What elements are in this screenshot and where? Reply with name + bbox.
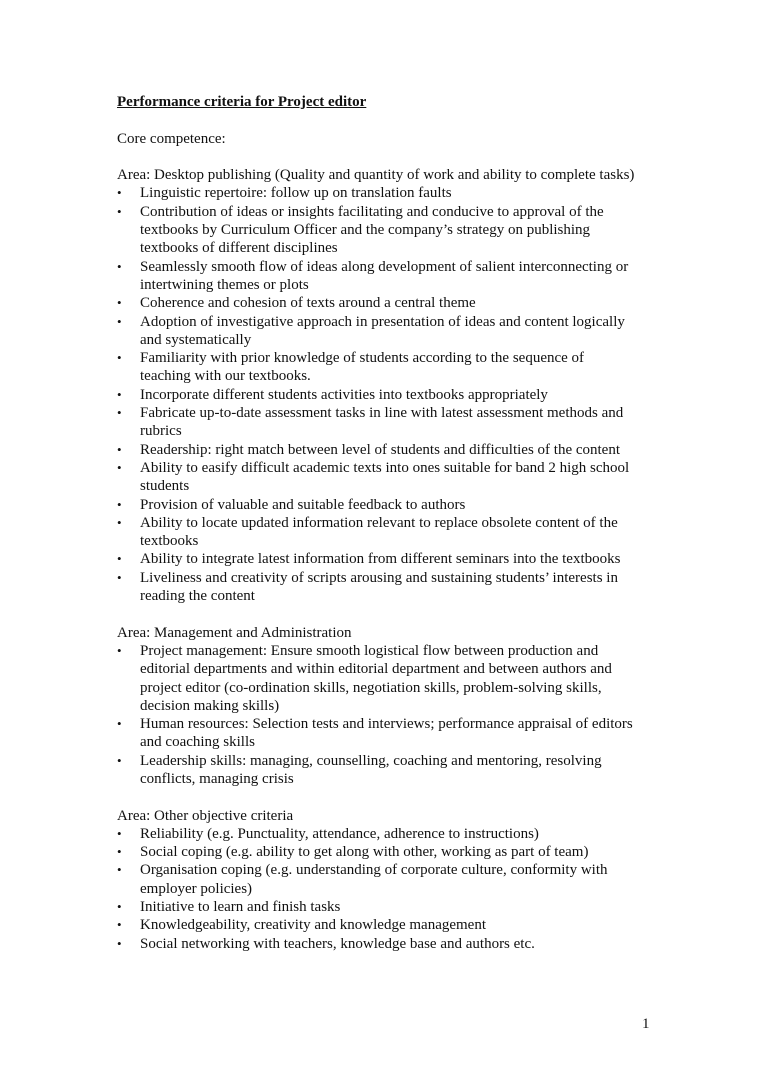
list-item-line: project editor (co-ordination skills, negotiation skills, problem-solving skills,	[140, 679, 602, 696]
document-title: Performance criteria for Project editor	[117, 94, 367, 110]
list-item-line: decision making skills)	[140, 697, 280, 714]
list-item	[117, 441, 677, 459]
list-item-line: conflicts, managing crisis	[140, 770, 294, 787]
list-item	[117, 514, 677, 551]
list-item-line: Social networking with teachers, knowledge base and authors etc.	[140, 935, 535, 952]
list-item-line: Ability to easify difficult academic texts into ones suitable for band 2 high school	[140, 459, 630, 476]
list-item-line: Initiative to learn and finish tasks	[140, 899, 341, 916]
list-item-line: teaching with our textbooks.	[140, 368, 311, 385]
list-item	[117, 349, 677, 386]
list-item-line: textbooks of different disciplines	[140, 240, 338, 257]
spacer	[117, 111, 677, 129]
section-heading: Area: Desktop publishing (Quality and quantity of work and ability to complete tasks)	[117, 167, 635, 184]
bullet-icon: •	[117, 752, 122, 768]
list-item	[117, 404, 677, 441]
list-item	[117, 550, 677, 568]
list-item-line: Human resources: Selection tests and interviews; performance appraisal of editors	[140, 716, 633, 733]
list-item	[117, 459, 677, 496]
bullet-icon: •	[117, 459, 122, 475]
bullet-icon: •	[117, 185, 122, 201]
list-item	[117, 496, 677, 514]
list-item	[117, 569, 677, 606]
list-item-line: Knowledgeability, creativity and knowledge management	[140, 917, 486, 934]
bullet-icon: •	[117, 405, 122, 421]
list-item	[117, 715, 677, 752]
list-item-line: Contribution of ideas or insights facilitating and conducive to approval of the	[140, 203, 604, 220]
list-item	[117, 825, 677, 843]
bullet-icon: •	[117, 917, 122, 933]
page-number: 1	[642, 1016, 650, 1032]
list-item-line: Ability to locate updated information relevant to replace obsolete content of the	[140, 514, 618, 531]
bullet-icon: •	[117, 569, 122, 585]
list-item-line: Social coping (e.g. ability to get along with other, working as part of team)	[140, 844, 589, 861]
list-item-line: Fabricate up-to-date assessment tasks in line with latest assessment methods and	[140, 405, 624, 422]
bullet-icon: •	[117, 295, 122, 311]
list-item-line: reading the content	[140, 588, 255, 605]
list-item	[117, 898, 677, 916]
section-heading: Area: Other objective criteria	[117, 807, 294, 824]
spacer	[117, 605, 677, 623]
spacer	[117, 148, 677, 166]
list-item-line: intertwining themes or plots	[140, 276, 309, 293]
bullet-icon: •	[117, 716, 122, 732]
sections	[117, 148, 677, 953]
bullet-icon: •	[117, 862, 122, 878]
bullet-icon: •	[117, 642, 122, 658]
list-item-line: Ability to integrate latest information from different seminars into the textbooks	[140, 551, 621, 568]
spacer	[117, 788, 677, 806]
criteria-list	[117, 642, 677, 788]
bullet-icon: •	[117, 899, 122, 915]
bullet-icon: •	[117, 514, 122, 530]
criteria-list	[117, 825, 677, 953]
list-item-line: employer policies)	[140, 880, 253, 897]
list-item-line: textbooks	[140, 533, 199, 550]
bullet-icon: •	[117, 496, 122, 512]
list-item-line: Organisation coping (e.g. understanding of corporate culture, conformity with	[140, 862, 608, 879]
list-item-line: Provision of valuable and suitable feedback to authors	[140, 496, 466, 513]
list-item-line: Project management: Ensure smooth logistical flow between production and	[140, 642, 599, 659]
list-item-line: Leadership skills: managing, counselling, coaching and mentoring, resolving	[140, 752, 602, 769]
bullet-icon: •	[117, 441, 122, 457]
document-body	[117, 93, 677, 953]
bullet-icon: •	[117, 386, 122, 402]
list-item	[117, 294, 677, 312]
list-item	[117, 386, 677, 404]
list-item	[117, 642, 677, 715]
section	[117, 807, 677, 953]
list-item	[117, 935, 677, 953]
list-item-line: textbooks by Curriculum Officer and the company’s strategy on publishing	[140, 222, 591, 239]
section-heading: Area: Management and Administration	[117, 624, 352, 641]
list-item	[117, 861, 677, 898]
bullet-icon: •	[117, 203, 122, 219]
criteria-list	[117, 184, 677, 605]
list-item-line: students	[140, 478, 190, 495]
list-item-line: Familiarity with prior knowledge of students according to the sequence of	[140, 350, 585, 367]
list-item-line: editorial departments and within editorial department and between authors and	[140, 661, 612, 678]
list-item-line: rubrics	[140, 423, 182, 440]
list-item-line: Coherence and cohesion of texts around a central theme	[140, 295, 476, 312]
list-item	[117, 752, 677, 789]
section	[117, 624, 677, 789]
list-item-line: Linguistic repertoire: follow up on translation faults	[140, 185, 452, 202]
list-item-line: Adoption of investigative approach in presentation of ideas and content logically	[140, 313, 625, 330]
bullet-icon: •	[117, 313, 122, 329]
list-item	[117, 258, 677, 295]
list-item-line: and systematically	[140, 331, 252, 348]
list-item	[117, 184, 677, 202]
list-item-line: Reliability (e.g. Punctuality, attendance, adherence to instructions)	[140, 825, 539, 842]
bullet-icon: •	[117, 935, 122, 951]
bullet-icon: •	[117, 350, 122, 366]
list-item	[117, 843, 677, 861]
core-competence-label: Core competence:	[117, 130, 226, 147]
list-item	[117, 313, 677, 350]
bullet-icon: •	[117, 551, 122, 567]
bullet-icon: •	[117, 825, 122, 841]
list-item	[117, 203, 677, 258]
bullet-icon: •	[117, 844, 122, 860]
list-item-line: Liveliness and creativity of scripts arousing and sustaining students’ interests in	[140, 569, 618, 586]
list-item	[117, 916, 677, 934]
section	[117, 166, 677, 605]
list-item-line: Incorporate different students activities into textbooks appropriately	[140, 386, 548, 403]
bullet-icon: •	[117, 258, 122, 274]
list-item-line: and coaching skills	[140, 734, 255, 751]
list-item-line: Seamlessly smooth flow of ideas along development of salient interconnecting or	[140, 258, 629, 275]
list-item-line: Readership: right match between level of students and difficulties of the content	[140, 441, 620, 458]
